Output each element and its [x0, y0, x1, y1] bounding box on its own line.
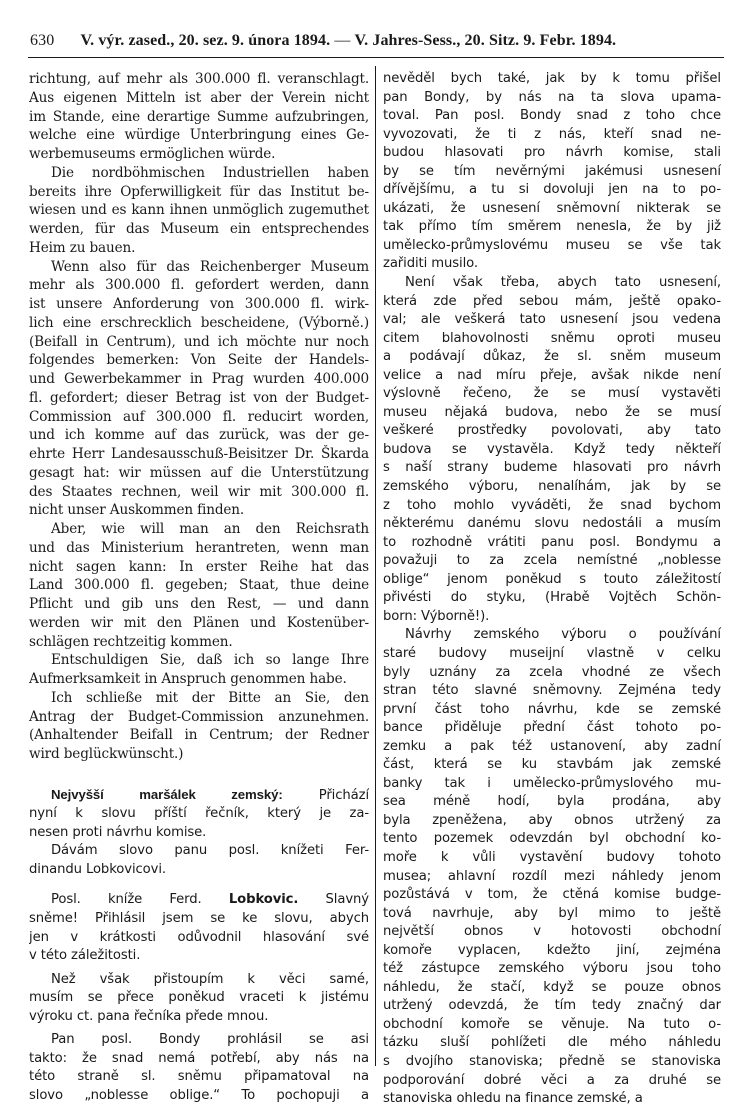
- text-line: která zde před sebou mám, ještě opako-: [383, 293, 721, 309]
- text-line: und das Ministerium herantreten, wenn man: [29, 539, 369, 556]
- paragraph: [29, 258, 369, 521]
- text-line: gesagt hat: wir müssen auf die Unterstützung: [29, 464, 369, 481]
- page-number: 630: [30, 32, 55, 49]
- text-line: val; ale veškerá tato usnesení jsou vedena: [383, 312, 721, 328]
- text-line: citem blahovolnosti sněmu oproti museu: [383, 330, 721, 346]
- header-separator: —: [334, 32, 351, 49]
- text-line: fl. gefordert; dieser Betrag ist von der Budget-: [29, 389, 369, 406]
- text-line: banky tak i umělecko-průmyslového mu-: [383, 775, 721, 791]
- text-line: veškeré prostředky povolovati, aby tato: [383, 423, 721, 439]
- text-line: této straně sl. sněmu připamatoval na: [29, 1069, 369, 1085]
- text-line: pozůstává v tom, že ctěná komise budge-: [383, 887, 721, 903]
- text-line: nesen proti návrhu komise.: [29, 824, 207, 840]
- text-line: takto: že snad nemá potřebí, aby nás na: [29, 1050, 369, 1066]
- text-line: budova se vystavěla. Když tedy někteří: [383, 441, 721, 457]
- text-line: jen v krátkosti odůvodnil hlasování své: [29, 929, 369, 945]
- text-line: dinandu Lobkovicovi.: [29, 861, 166, 877]
- text-line: lich eine erschrecklich bescheidene, (Výborně.): [29, 314, 369, 331]
- text-line: budou hlasovati pro návrh komise, stali: [383, 145, 721, 161]
- text-line: Pan posl. Bondy prohlásil se asi: [51, 1032, 369, 1048]
- text-line: to rozhodně vrátiti panu posl. Bondymu a: [383, 534, 721, 550]
- text-line: und Gewerbekammer in Prag wurden 400.000: [29, 371, 369, 387]
- text-line: zemského výboru, nenalíhám, jak by se: [383, 479, 721, 495]
- text-line: nicht unser Auskommen finden.: [29, 502, 245, 519]
- lobkovic-speech-continued: [383, 70, 721, 1109]
- text-line: by se tím nevěrnými jakémusi usnesení: [383, 163, 721, 179]
- text-line: nevěděl bych také, jak by k tomu přišel: [383, 71, 721, 86]
- text-line: nicht sagen kann: In erster Reihe hat das: [29, 558, 369, 575]
- text-line: im Stande, eine derartige Summe aufzubringen,: [29, 108, 369, 125]
- text-line: a podávají důkaz, že sl. sněm museum: [383, 349, 721, 365]
- text-line: výslovně řečeno, že se musí vystavěti: [383, 386, 721, 402]
- text-line: des Staates rechnen, weil wir mit 300.000 fl.: [29, 483, 369, 500]
- text-line: musím se přece poněkud vraceti k jistému: [29, 990, 369, 1006]
- text-line: schlägen rechtzeitig kommen.: [29, 633, 233, 650]
- text-line: Land 300.000 fl. gegeben; Staat, thue deine: [29, 577, 369, 594]
- page-header: [30, 32, 720, 50]
- text-line: werbemuseums ermöglichen würde.: [29, 146, 276, 162]
- session-czech: V. výr. zased., 20. sez. 9. února 1894.: [80, 32, 331, 49]
- text-line: und ich komme auf das zurück, was der ge-: [29, 427, 369, 444]
- speaker-name: Nejvyšší maršálek zemský:: [51, 786, 283, 802]
- text-line: Než však přistoupím k věci samé,: [51, 971, 369, 987]
- text-line: považuji to za zcela nemístné „noblesse: [383, 553, 721, 569]
- text-line: přivésti do styku, (Hrabě Vojtěch Schön-: [383, 590, 721, 606]
- lobkovic-speech: [29, 891, 369, 1105]
- paragraph: [383, 70, 721, 274]
- text-line: Heim zu bauen.: [29, 239, 136, 256]
- text-line: werden wir mit den Plänen und Kostenüber-: [29, 614, 369, 631]
- text-line: první část toho návrhu, kde se zemské: [383, 701, 721, 717]
- text-line: s naší strany budeme hlasovati pro návrh: [383, 460, 721, 476]
- right-column: [383, 70, 721, 1109]
- text-line: museu nějaká budova, nebo že se musí: [383, 404, 721, 420]
- text-line: výroku ct. pana řečníka přede mnou.: [29, 1008, 269, 1024]
- speaker-name: Lobkovic.: [228, 892, 299, 908]
- text-line: Není však třeba, abych tato usnesení,: [405, 275, 721, 291]
- text-line: richtung, auf mehr als 300.000 fl. veranschlagt.: [29, 71, 369, 87]
- text-line: folgendes bemerken: Von Seite der Handels-: [29, 352, 369, 369]
- text-line: Dávám slovo panu posl. knížeti Fer-: [51, 843, 369, 859]
- text-line: část, která se ku stavbám jak zemské: [383, 757, 721, 773]
- text-line: stran této slavné sněmovny. Zejména tedy: [383, 683, 721, 699]
- text-line: byly uznány za zcela vhodné ze všech: [383, 664, 721, 680]
- text-line: některému danému slovu nedostáli a musím: [383, 516, 721, 532]
- text-line: podporování dobré věci a za druhé se: [383, 1072, 721, 1088]
- text-line: werden, für das Museum ein entsprechendes: [29, 221, 369, 237]
- text-line: Aufmerksamkeit in Anspruch genommen habe.: [29, 671, 347, 687]
- text-line: toval. Pan posl. Bondy snad z toho chce: [383, 108, 721, 124]
- text-line: wird beglückwünscht.): [29, 746, 184, 762]
- header-rule: [28, 57, 724, 58]
- text-line: pan Bondy, by nás na ta slova upama-: [383, 89, 721, 105]
- paragraph: [29, 164, 369, 258]
- text-line: nyní k slovu příští řečník, který je za-: [29, 806, 369, 822]
- text-line: s dvojího stanoviska; předně se stanoviska: [383, 1053, 721, 1069]
- text-line: sea méně hodí, byla prodána, aby: [383, 794, 721, 810]
- text-line: vyvozovati, že ti z nás, kteří snad ne-: [383, 126, 721, 142]
- text-line: Entschuldigen Sie, daß ich so lange Ihre: [51, 652, 369, 669]
- text-line: z toho mohlo vyváděti, že snad bychom: [383, 497, 721, 513]
- text-line: tázku sluší pohlížeti dle mého náhledu: [383, 1035, 721, 1051]
- text-line: bereits ihre Opferwilligkeit für das Institut be-: [29, 183, 369, 200]
- session-german: V. Jahres-Sess., 20. Sitz. 9. Febr. 1894.: [354, 32, 617, 49]
- text-line: Pflicht und gib uns den Rest, — und dann: [29, 596, 369, 612]
- text-line: bance přiděluje přední část tohoto po-: [383, 720, 721, 736]
- text-line: Návrhy zemského výboru o používání: [405, 627, 721, 643]
- text-line: welche eine würdige Unterbringung eines Ge-: [29, 127, 369, 144]
- text-line: Aber, wie will man an den Reichsrath: [51, 521, 369, 537]
- text-line: zařiditi musilo.: [383, 256, 478, 272]
- text-line: born: Výborně!).: [383, 608, 490, 624]
- text-line: byla zpeněžena, aby obnos utržený za: [383, 812, 721, 828]
- text-line: Die nordböhmischen Industriellen haben: [51, 164, 369, 181]
- text-line: dřívějšímu, a tu si dovoluji jen na to po-: [383, 182, 721, 198]
- text-line: tak přímo tím směrem nenesla, že by již: [383, 219, 721, 235]
- text-line: musea; ahlavní rozdíl mezi náhledy jenom: [383, 868, 721, 884]
- marshal-announcement: [29, 786, 369, 880]
- text-line: staré budovy museijní vlastně v celku: [383, 645, 721, 661]
- text-line: umělecko-průmyslovému museu se vše tak: [383, 237, 721, 253]
- text-line: velice a nad míru přeje, avšak nikde není: [383, 367, 721, 383]
- text-line: sněme! Přihlásil jsem se ke slovu, abych: [29, 911, 369, 927]
- left-column: [29, 70, 369, 1106]
- text-line: wiesen und es kann ihnen unmöglich zugemuthet: [29, 202, 369, 219]
- text-line: Commission auf 300.000 fl. reducirt worden,: [29, 408, 369, 425]
- text-line: tová navrhuje, aby byl mimo to ještě: [383, 905, 721, 921]
- text-line: Ich schließe mit der Bitte an Sie, den: [51, 689, 369, 706]
- text-line: ukázati, že usnesení sněmovní nikterak se: [383, 200, 721, 216]
- text-line: slovo „noblesse oblige.“ To pochopuji a: [29, 1087, 369, 1103]
- paragraph: [29, 689, 369, 764]
- text-line: komoře vyplacen, kdežto jiní, zejména: [383, 942, 721, 958]
- text-line: náhledu, že stačí, když se pouze obnos: [383, 979, 721, 995]
- text-line: Antrag der Budget-Commission anzunehmen.: [29, 708, 369, 725]
- text-line: tento pozemek odevzdán byl obchodní ko-: [383, 831, 721, 847]
- paragraph: [383, 626, 721, 1108]
- text-line: Nejvyšší maršálek zemský: Přichází: [51, 786, 369, 803]
- column-divider: [375, 66, 376, 1066]
- paragraph: [29, 70, 369, 164]
- paragraph: [383, 274, 721, 626]
- text-line: moře k vůli vystavění budovy tohoto: [383, 849, 721, 865]
- text-line: Aus eigenen Mitteln ist aber der Verein nicht: [29, 89, 369, 106]
- paragraph: [29, 520, 369, 651]
- text-line: utržený odevzdá, že tím tedy značný dar: [383, 998, 721, 1014]
- text-line: (Beifall in Centrum), und ich möchte nur noch: [29, 333, 369, 350]
- text-line: ist unsere Anforderung von 300.000 fl. wirk-: [29, 296, 369, 312]
- text-line: Wenn also für das Reichenberger Museum: [51, 258, 369, 275]
- text-line: (Anhaltender Beifall in Centrum; der Redner: [29, 727, 369, 744]
- text-line: Posl. kníže Ferd. Lobkovic. Slavný: [51, 892, 369, 908]
- text-line: mehr als 300.000 fl. gefordert werden, dann: [29, 277, 369, 294]
- german-speech: [29, 70, 369, 764]
- text-line: zemku a pak též ustanovení, aby zadní: [383, 738, 721, 754]
- text-line: stanoviska ohledu na finance zemské, a: [383, 1091, 643, 1107]
- text-line: též zástupce zemského výboru jsou toho: [383, 961, 721, 977]
- text-line: největší obnos v hotovosti obchodní: [383, 924, 721, 940]
- text-line: v této záležitosti.: [29, 948, 141, 964]
- paragraph: [29, 651, 369, 689]
- text-line: obchodní komoře se věnuje. Na tuto o-: [383, 1016, 721, 1032]
- text-line: oblige“ jenom poněkud s touto záležitostí: [383, 571, 721, 587]
- text-line: ehrte Herr Landesausschuß-Beisitzer Dr. Škarda: [29, 446, 369, 462]
